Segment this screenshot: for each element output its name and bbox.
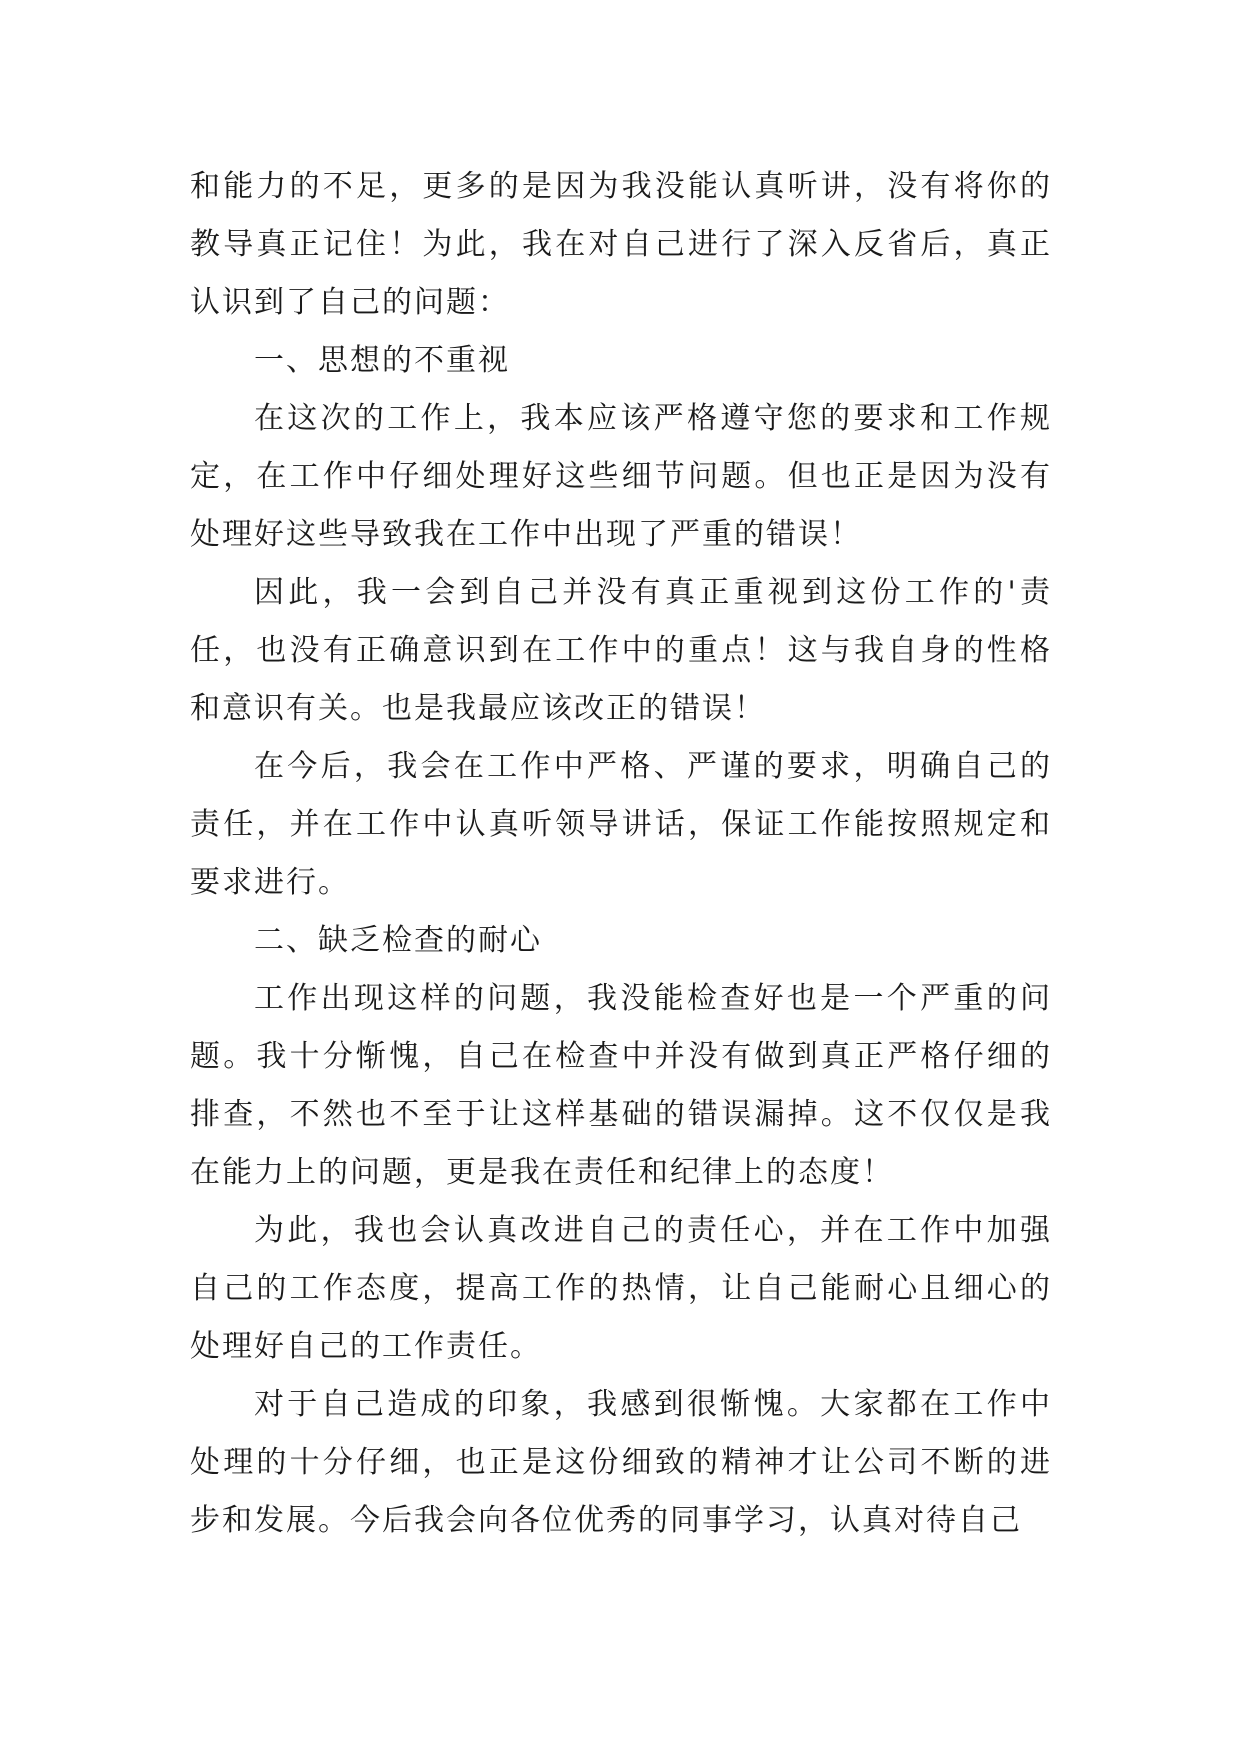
- paragraph: 在今后，我会在工作中严格、严谨的要求，明确自己的责任，并在工作中认真听领导讲话，保证工作能按照规定和要求进行。: [190, 749, 1052, 900]
- document-body: [190, 158, 1052, 1550]
- paragraph: 因此，我一会到自己并没有真正重视到这份工作的'责任，也没有正确意识到在工作中的重点！这与我自身的性格和意识有关。也是我最应该改正的错误！: [190, 575, 1052, 726]
- paragraph: 对于自己造成的印象，我感到很惭愧。大家都在工作中处理的十分仔细，也正是这份细致的精神才让公司不断的进步和发展。今后我会向各位优秀的同事学习，认真对待自己: [190, 1387, 1052, 1538]
- paragraph: 工作出现这样的问题，我没能检查好也是一个严重的问题。我十分惭愧，自己在检查中并没有做到真正严格仔细的排查，不然也不至于让这样基础的错误漏掉。这不仅仅是我在能力上的问题，更是我在责任和纪律上的态度！: [190, 981, 1052, 1190]
- paragraph-continuation: 和能力的不足，更多的是因为我没能认真听讲，没有将你的教导真正记住！为此，我在对自己进行了深入反省后，真正认识到了自己的问题：: [190, 169, 1052, 320]
- section-heading-1: 一、思想的不重视: [254, 343, 510, 378]
- paragraph: 在这次的工作上，我本应该严格遵守您的要求和工作规定，在工作中仔细处理好这些细节问题。但也正是因为没有处理好这些导致我在工作中出现了严重的错误！: [190, 401, 1052, 552]
- section-heading-2: 二、缺乏检查的耐心: [254, 923, 542, 958]
- paragraph: 为此，我也会认真改进自己的责任心，并在工作中加强自己的工作态度，提高工作的热情，让自己能耐心且细心的处理好自己的工作责任。: [190, 1213, 1052, 1364]
